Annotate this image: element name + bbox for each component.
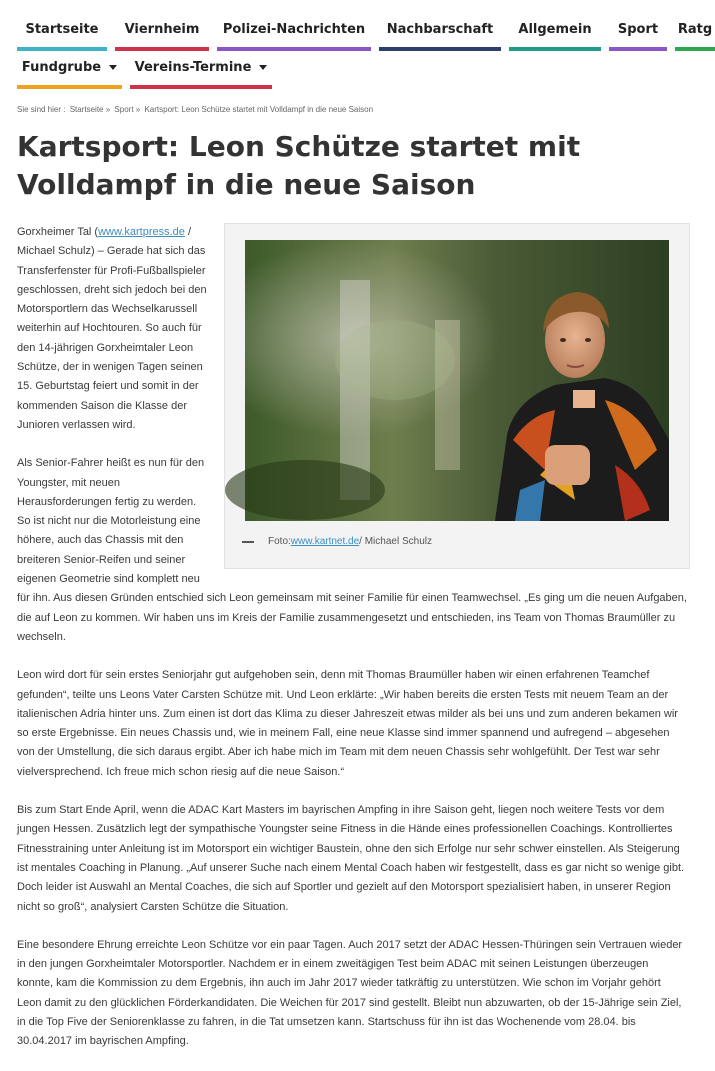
nav-item-label: Ratg — [677, 22, 713, 37]
nav-item-viernheim[interactable] — [115, 20, 209, 51]
nav-item-label: Vereins-Termine — [134, 60, 252, 75]
breadcrumb-link-sport[interactable]: Sport — [114, 105, 134, 114]
article-paragraph: Bis zum Start Ende April, wenn die ADAC Kart Masters im bayrischen Ampfing in ihre Saison geht, liegen noch weitere Tests vor dem jungen Hessen. Zusätzlich legt der sympathische Youngster seine Fitness in die Hände eines professionellen Coachings. Kontrolliertes Fitnesstraining unter Anleitung ist im Motorsport ein wichtiger Baustein, ohne den sich Erfolge nur sehr schwer einstellen. Als Steigerung ist mentales Coaching in Planung. „Auf unserer Suche nach einem Mental Coach haben wir festgestellt, dass es gar nicht so wenige gibt. Doch leider ist Auswahl an Mental Coaches, die sich auf Sportler und gezielt auf den Motorsport spezialisiert haben, in unserer Region nicht so groß“, analysiert Carsten Schütze die Situation. — [17, 804, 685, 913]
main-nav-row-1 — [17, 20, 715, 51]
intro-text: Gorxheimer Tal ( — [17, 226, 99, 238]
source-link[interactable]: www.kartpress.de — [98, 226, 185, 238]
caption-dash — [242, 541, 254, 543]
nav-item-label: Viernheim — [124, 22, 200, 37]
nav-item-label: Startseite — [25, 22, 99, 37]
nav-item-ratg[interactable] — [675, 20, 715, 51]
chevron-down-icon — [109, 65, 117, 70]
nav-item-allgemein[interactable] — [509, 20, 601, 51]
nav-item-label: Nachbarschaft — [386, 22, 494, 37]
caption-suffix: / Michael Schulz — [359, 536, 432, 547]
caption-link[interactable]: www.kartnet.de — [290, 536, 360, 547]
article-paragraph: Eine besondere Ehrung erreichte Leon Schütze vor ein paar Tagen. Auch 2017 setzt der ADAC Hessen-Thüringen sein Vertrauen wieder in den jungen Gorxheimtaler Motorsportler. Nachdem er in einem zweitägigen Test beim ADAC mit seinen Leistungen überzeugen konnte, kam die Kommission zu dem Ergebnis, ihn auch im Jahr 2017 wieder tatkräftig zu unterstützen. Wie schon im Vorjahr gehört Leon damit zu den glücklichen Förderkandidaten. Die Weichen für 2017 sind gestellt. Bleibt nun abzuwarten, ob der 15-Jährige sein Ziel, in die Top Five der Seniorenklasse zu fahren, in die Tat umsetzen kann. Startschuss für ihn ist das Wochenende vom 28.04. bis 30.04.2017 im bayrischen Ampfing. — [17, 938, 683, 1048]
breadcrumb-separator: » — [105, 105, 111, 114]
photo-caption — [242, 532, 432, 551]
article-photo[interactable] — [245, 240, 669, 521]
breadcrumb-separator: » — [135, 105, 141, 114]
breadcrumb-current: Kartsport: Leon Schütze startet mit Volldampf in die neue Saison — [144, 105, 374, 114]
nav-item-fundgrube[interactable] — [17, 58, 122, 89]
nav-item-vereins-termine[interactable] — [130, 58, 272, 89]
nav-item-polizei-nachrichten[interactable] — [217, 20, 371, 51]
nav-item-label: Fundgrube — [21, 60, 102, 75]
page-title: Kartsport: Leon Schütze startet mit Volldampf in die neue Saison — [17, 130, 581, 201]
nav-item-label: Sport — [617, 22, 659, 37]
nav-item-label: Polizei-Nachrichten — [222, 22, 366, 37]
breadcrumb-prefix: Sie sind hier : — [17, 105, 66, 114]
nav-item-label: Allgemein — [518, 22, 592, 37]
article-figure — [224, 223, 690, 569]
article-paragraph: Als Senior-Fahrer heißt es nun für den Youngster, mit neuen Herausforderungen fertig zu werden. So ist nicht nur die Motorleistung eine höhere, auch das Chassis mit den breiteren Senior-Reifen und seiner eigenen Geometrie sind komplett neu für ihn. Aus diesen Gründen entschied sich Leon gemeinsam mit seiner Familie für einen Teamwechsel. „Es ging um die neuen Aufgaben, die auf Leon zu kommen. Wir haben uns im Kreis der Familie zusammengesetzt und entschieden, ins Team von Thomas Braumüller zu wechseln. — [17, 457, 687, 643]
article-body — [17, 223, 687, 1071]
kart-driver-photo — [245, 240, 669, 521]
caption-prefix: Foto: — [268, 536, 291, 547]
nav-item-sport[interactable] — [609, 20, 667, 51]
chevron-down-icon — [259, 65, 267, 70]
breadcrumb-link-startseite[interactable]: Startseite — [69, 105, 104, 114]
breadcrumb — [17, 105, 375, 114]
intro-text-continued: / Michael Schulz) – Gerade hat sich das Transferfenster für Profi-Fußballspieler geschlossen, dreht sich jedoch bei den Motorsportlern das Wechselkarussell weiterhin auf Hochtouren. So auch für den 14-jährigen Gorxheimtaler Leon Schütze, der in wenigen Tagen seinen 15. Geburtstag feiert und somit in der kommenden Saison die Klasse der Junioren verlassen wird. — [17, 226, 207, 431]
main-nav-row-2 — [17, 58, 272, 89]
nav-item-startseite[interactable] — [17, 20, 107, 51]
article-paragraph: Leon wird dort für sein erstes Seniorjahr gut aufgehoben sein, denn mit Thomas Braumüller haben wir einen erfahrenen Teamchef gefunden“, teilte uns Leons Vater Carsten Schütze mit. Und Leon erklärte: „Wir haben bereits die ersten Tests mit neuem Team an der italienischen Adria hinter uns. Zum einen ist dort das Klima zu dieser Jahreszeit etwas milder als bei uns und zum anderen bekamen wir so erste Ergebnisse. Ein neues Chassis und, wie in meinem Fall, eine neue Klasse sind immer spannend und aufregend – abgesehen von der Umstellung, die sich daraus ergibt. Aber ich habe mich im Team mit dem neuen Chassis sehr wohlgefühlt. Der Test war sehr vielversprechend. Ich freue mich schon riesig auf die neue Saison.“ — [17, 669, 678, 778]
nav-item-nachbarschaft[interactable] — [379, 20, 501, 51]
